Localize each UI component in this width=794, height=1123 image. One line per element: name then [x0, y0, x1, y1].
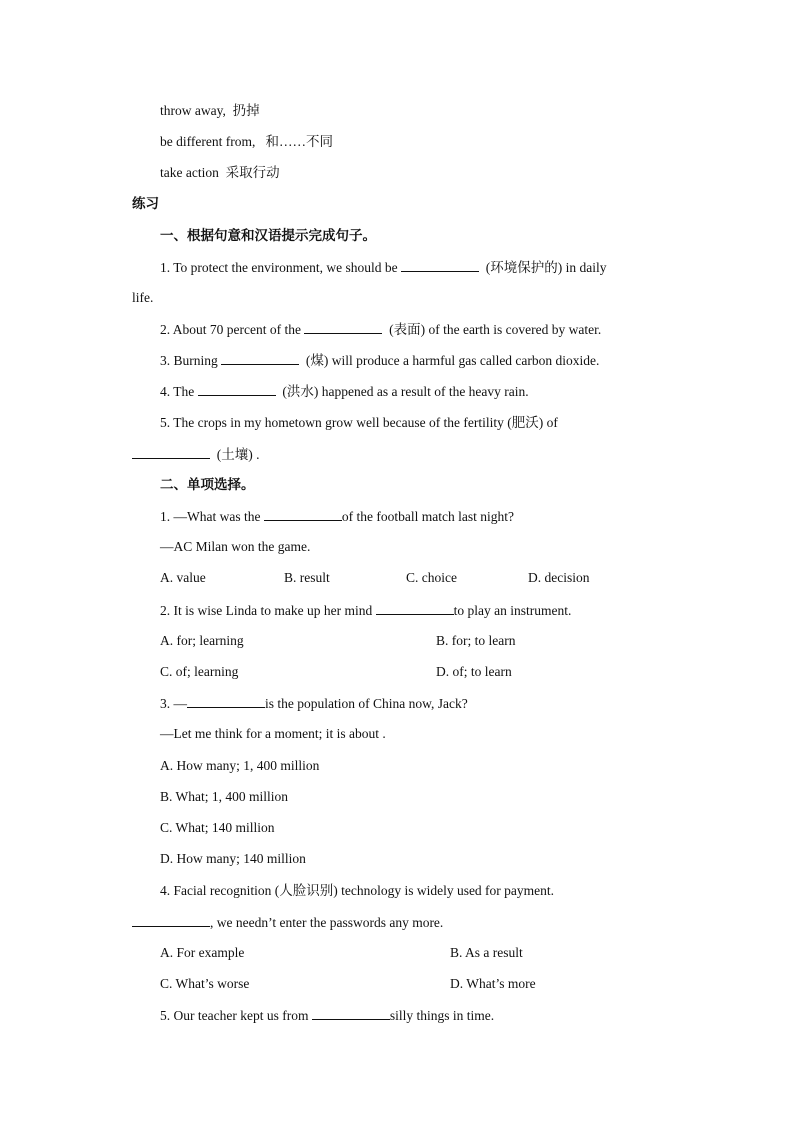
option-a[interactable]: A. value — [160, 570, 206, 585]
option-b[interactable]: B. for; to learn — [436, 633, 516, 648]
question-p1-2: 2. About 70 percent of the (表面) of the earth is covered by water. — [160, 322, 602, 337]
question-p2-3: 3. — is the population of China now, Jack? — [160, 696, 468, 711]
question-p2-4: 4. Facial recognition (人脸识别) technology is widely used for payment. — [160, 883, 555, 898]
question-p1-4: 4. The (洪水) happened as a result of the heavy rain. — [160, 384, 529, 399]
option-a[interactable]: A. How many; 1, 400 million — [160, 758, 320, 773]
answer-blank — [376, 601, 454, 615]
answer-blank — [264, 507, 342, 521]
answer-blank — [132, 445, 210, 459]
option-c[interactable]: C. choice — [406, 570, 457, 585]
part2-heading: 二、单项选择。 — [160, 477, 255, 493]
answer-blank — [401, 258, 479, 272]
vocab-english: throw away, — [160, 103, 226, 118]
option-b[interactable]: B. result — [284, 570, 330, 585]
option-d[interactable]: D. decision — [528, 570, 590, 585]
option-c[interactable]: C. What’s worse — [160, 976, 250, 991]
answer-blank — [132, 913, 210, 927]
option-d[interactable]: D. How many; 140 million — [160, 851, 306, 866]
option-c[interactable]: C. What; 140 million — [160, 820, 275, 835]
vocab-chinese: 和……不同 — [265, 134, 333, 149]
vocab-english: take action — [160, 165, 219, 180]
question-p2-1: 1. —What was the of the football match last night? — [160, 509, 514, 524]
question-p2-1-reply: —AC Milan won the game. — [160, 539, 311, 554]
vocab-item — [160, 102, 260, 120]
question-p2-5: 5. Our teacher kept us from silly things in time. — [160, 1008, 495, 1023]
question-p1-5-cont: (土壤) . — [132, 445, 260, 463]
vocab-english: be different from, — [160, 134, 256, 149]
section-title: 练习 — [132, 196, 159, 212]
answer-blank — [304, 320, 382, 334]
question-p1-1-cont: life. — [132, 290, 154, 305]
question-p1-3: 3. Burning (煤) will produce a harmful gas called carbon dioxide. — [160, 353, 600, 368]
vocab-item — [160, 133, 333, 151]
vocab-chinese: 扔掉 — [232, 103, 260, 118]
part1-heading: 一、根据句意和汉语提示完成句子。 — [160, 228, 376, 244]
option-d[interactable]: D. What’s more — [450, 976, 536, 991]
option-b[interactable]: B. As a result — [450, 945, 523, 960]
question-p1-5: 5. The crops in my hometown grow well because of the fertility (肥沃) of — [160, 415, 558, 430]
vocab-item — [160, 164, 280, 182]
option-d[interactable]: D. of; to learn — [436, 664, 512, 679]
answer-blank — [312, 1006, 390, 1020]
answer-blank — [198, 382, 276, 396]
option-c[interactable]: C. of; learning — [160, 664, 239, 679]
question-p2-3-reply: —Let me think for a moment; it is about . — [160, 726, 386, 741]
answer-blank — [187, 694, 265, 708]
question-p1-1: 1. To protect the environment, we should be (环境保护的) in daily — [160, 260, 607, 275]
question-p2-4-cont: , we needn’t enter the passwords any more. — [132, 913, 443, 931]
option-a[interactable]: A. for; learning — [160, 633, 244, 648]
question-p2-2: 2. It is wise Linda to make up her mind to play an instrument. — [160, 603, 572, 618]
option-a[interactable]: A. For example — [160, 945, 245, 960]
answer-blank — [221, 351, 299, 365]
vocab-chinese: 采取行动 — [225, 165, 280, 180]
option-b[interactable]: B. What; 1, 400 million — [160, 789, 288, 804]
